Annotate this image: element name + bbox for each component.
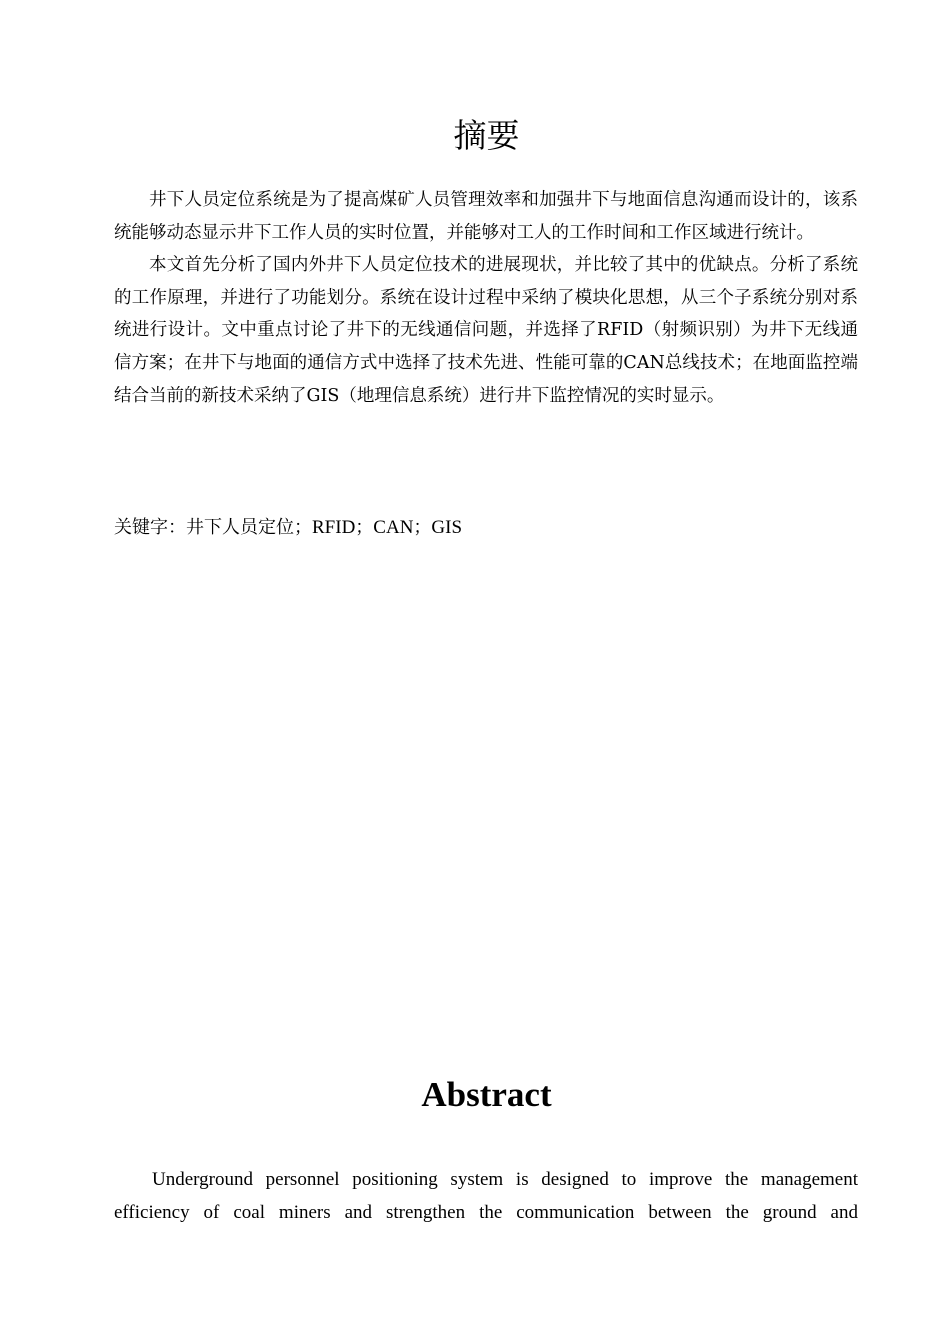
keywords-line xyxy=(114,512,858,543)
english-abstract-title: Abstract xyxy=(421,1075,552,1114)
english-abstract-paragraph-1: Underground personnel positioning system is designed to improve the management efficiency of coal miners and strengthen the communication between the ground and xyxy=(114,1169,858,1223)
chinese-abstract-title: 摘要 xyxy=(453,116,520,155)
chinese-abstract-body xyxy=(114,184,858,412)
keyword-separator: ； xyxy=(413,517,432,538)
keyword-separator: ； xyxy=(294,517,312,538)
keyword-separator: ； xyxy=(355,517,374,538)
english-abstract-body xyxy=(114,1163,858,1229)
keywords-label: 关键字： xyxy=(114,517,186,538)
keyword-3: CAN xyxy=(373,517,414,538)
keyword-2: RFID xyxy=(312,517,356,538)
keyword-4: GIS xyxy=(431,517,463,538)
chinese-abstract-paragraph-1: 井下人员定位系统是为了提高煤矿人员管理效率和加强井下与地面信息沟通而设计的，该系统能够动态显示井下工作人员的实时位置，并能够对工人的工作时间和工作区域进行统计。 xyxy=(114,190,858,243)
chinese-abstract-paragraph-2: 本文首先分析了国内外井下人员定位技术的进展现状，并比较了其中的优缺点。分析了系统的工作原理，并进行了功能划分。系统在设计过程中采纳了模块化思想，从三个子系统分别对系统进行设计。文中重点讨论了井下的无线通信问题，并选择了RFID（射频识别）为井下无线通信方案；在井下与地面的通信方式中选择了技术先进、性能可靠的CAN总线技术；在地面监控端结合当前的新技术采纳了GIS（地理信息系统）进行井下监控情况的实时显示。 xyxy=(114,255,858,406)
keyword-1: 井下人员定位 xyxy=(186,517,294,538)
